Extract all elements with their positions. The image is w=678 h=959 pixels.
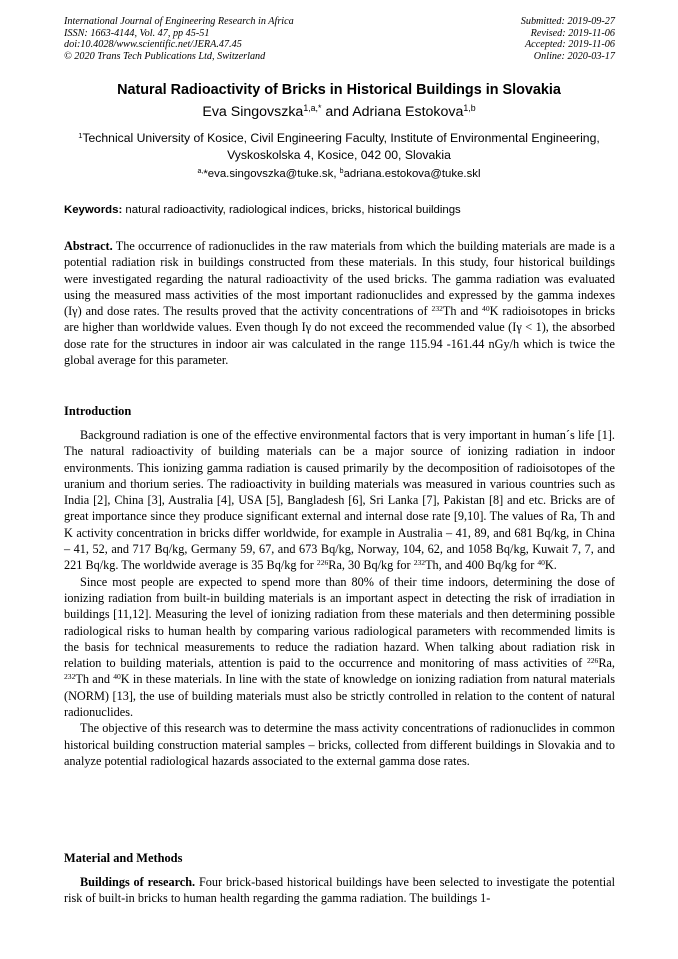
author-emails [0, 168, 678, 180]
author-1: Eva Singovszka [202, 104, 304, 120]
revised-date: Revised: 2019-11-06 [530, 27, 615, 39]
email-a-marker: a, [197, 168, 204, 176]
author-line [0, 104, 678, 120]
abstract-label: Abstract. [64, 239, 113, 253]
doi-line: doi:10.4028/www.scientific.net/JERA.47.45 [64, 39, 242, 51]
email-b-link[interactable]: adriana.estokova@tuke.skl [343, 168, 481, 180]
methods-heading: Material and Methods [64, 851, 183, 865]
affiliation-line-2: Vyskoskolska 4, Kosice, 042 00, Slovakia [227, 148, 451, 162]
issn-line: ISSN: 1663-4144, Vol. 47, pp 45-51 [64, 27, 210, 39]
affiliation [0, 130, 678, 164]
author-and: and [321, 104, 353, 120]
affiliation-line-1: $^1$Technical University of Kosice, Civil Engineering Faculty, Institute of Environmental Engineering, [78, 130, 600, 145]
introduction-heading: Introduction [64, 404, 132, 418]
methods-subheading: Buildings of research. [80, 875, 196, 889]
author-2-affil: 1,b [463, 103, 476, 114]
methods-body [64, 874, 615, 907]
intro-paragraph-3: The objective of this research was to determine the mass activity concentrations of radionuclides in common historical building construction material samples – bricks, collected from different buildings in Slovakia and to analyze potential radiological hazards associated to the external gamma dose rates. [64, 721, 615, 768]
keywords-label: Keywords: [64, 204, 123, 216]
paper-title: Natural Radioactivity of Bricks in Historical Buildings in Slovakia [117, 82, 561, 98]
journal-name: International Journal of Engineering Research in Africa [64, 16, 294, 27]
introduction-body [64, 427, 615, 769]
affiliation-marker: 1 [78, 130, 83, 140]
online-date: Online: 2020-03-17 [533, 50, 615, 62]
keywords-text: natural radioactivity, radiological indices, bricks, historical buildings [122, 204, 461, 216]
journal-info [64, 16, 294, 62]
email-b-marker: b [339, 168, 344, 176]
keywords [64, 204, 616, 216]
intro-paragraph-1: Background radiation is one of the effective environmental factors that is very important in human´s life [1]. The natural radioactivity of building materials can be a major source of ionizing radiation in indoor environments. This ionizing gamma radiation is caused primarily by the decomposition of radioisotopes of the uranium and thorium series. The radioactivity in building materials was measured in various countries such as India [2], China [3], Australia [4], USA [5], Bangladesh [6], Sri Lanka [7], Pakistan [8] and etc. Bricks are of great importance since they produce significant external and internal dose rate [9,10]. The values of Ra, Th and K activity concentration in bricks differ worldwide, for example in Australia – 41, 89, and 681 Bq/kg, in China – 41, 52, and 717 Bq/kg, Germany 59, 67, and 673 Bq/kg, Norway, 104, 62, and 1058 Bq/kg, Kuwait 7, 7, and 221 Bq/kg. The worldwide average is 35 Bq/kg for $^{226}$Ra, 30 Bq/kg for $^{232}$Th, and 400 Bq/kg for $^{40}$K. [64, 428, 615, 573]
intro-paragraph-2: Since most people are expected to spend more than 80% of their time indoors, determining the dose of ionizing radiation from built-in building materials is an important aspect in detecting the risk of irradiation in buildings [11,12]. Measuring the level of ionizing radiation from these materials and then determining possible radiological risks to human health by comparing various radiological parameters with recommended limits is the basis for technical measurements to reduce the radiation hazard. When talking about radiation risk in relation to building materials, attention is paid to the occurrence and monitoring of mass activities of $^{226}$Ra, $^{232}$Th and $^{40}$K in these materials. In line with the state of knowledge on ionizing radiation from natural materials (NORM) [13], the use of building materials must also be strictly controlled in relation to the content of natural radionuclides. [64, 574, 615, 720]
submitted-date: Submitted: 2019-09-27 [520, 16, 615, 27]
copyright-line: © 2020 Trans Tech Publications Ltd, Switzerland [64, 50, 266, 62]
email-a-link[interactable]: *eva.singovszka@tuke.sk, [203, 168, 340, 180]
accepted-date: Accepted: 2019-11-06 [524, 39, 615, 51]
methods-paragraph-1: Buildings of research. Four brick-based historical buildings have been selected to investigate the potential risk of built-in bricks to human health regarding the gamma radiation. The buildings 1- [64, 875, 615, 906]
author-1-affil: 1,a,* [303, 103, 322, 114]
dates-info [521, 16, 615, 62]
author-2: Adriana Estokova [352, 104, 464, 120]
abstract: Abstract. The occurrence of radionuclides in the raw materials from which the building materials are made is a potential radiation risk in buildings constructed from these materials. In this study, four historical buildings were investigated regarding the natural radioactivity of the used bricks. The gamma radiation was evaluated using the measured mass activities of the most important radionuclides and expressed by the gamma indexes (Iγ) and dose rates. The results proved that the activity concentrations of $^{232}$Th and $^{40}$K radioisotopes in bricks are higher than worldwide values. Even though Iγ do not exceed the recommended value (Iγ < 1), the absorbed dose rate for the structures in indoor air was calculated in the range 115.94 -161.44 nGy/h which is twice the global average for this parameter. [64, 239, 616, 368]
